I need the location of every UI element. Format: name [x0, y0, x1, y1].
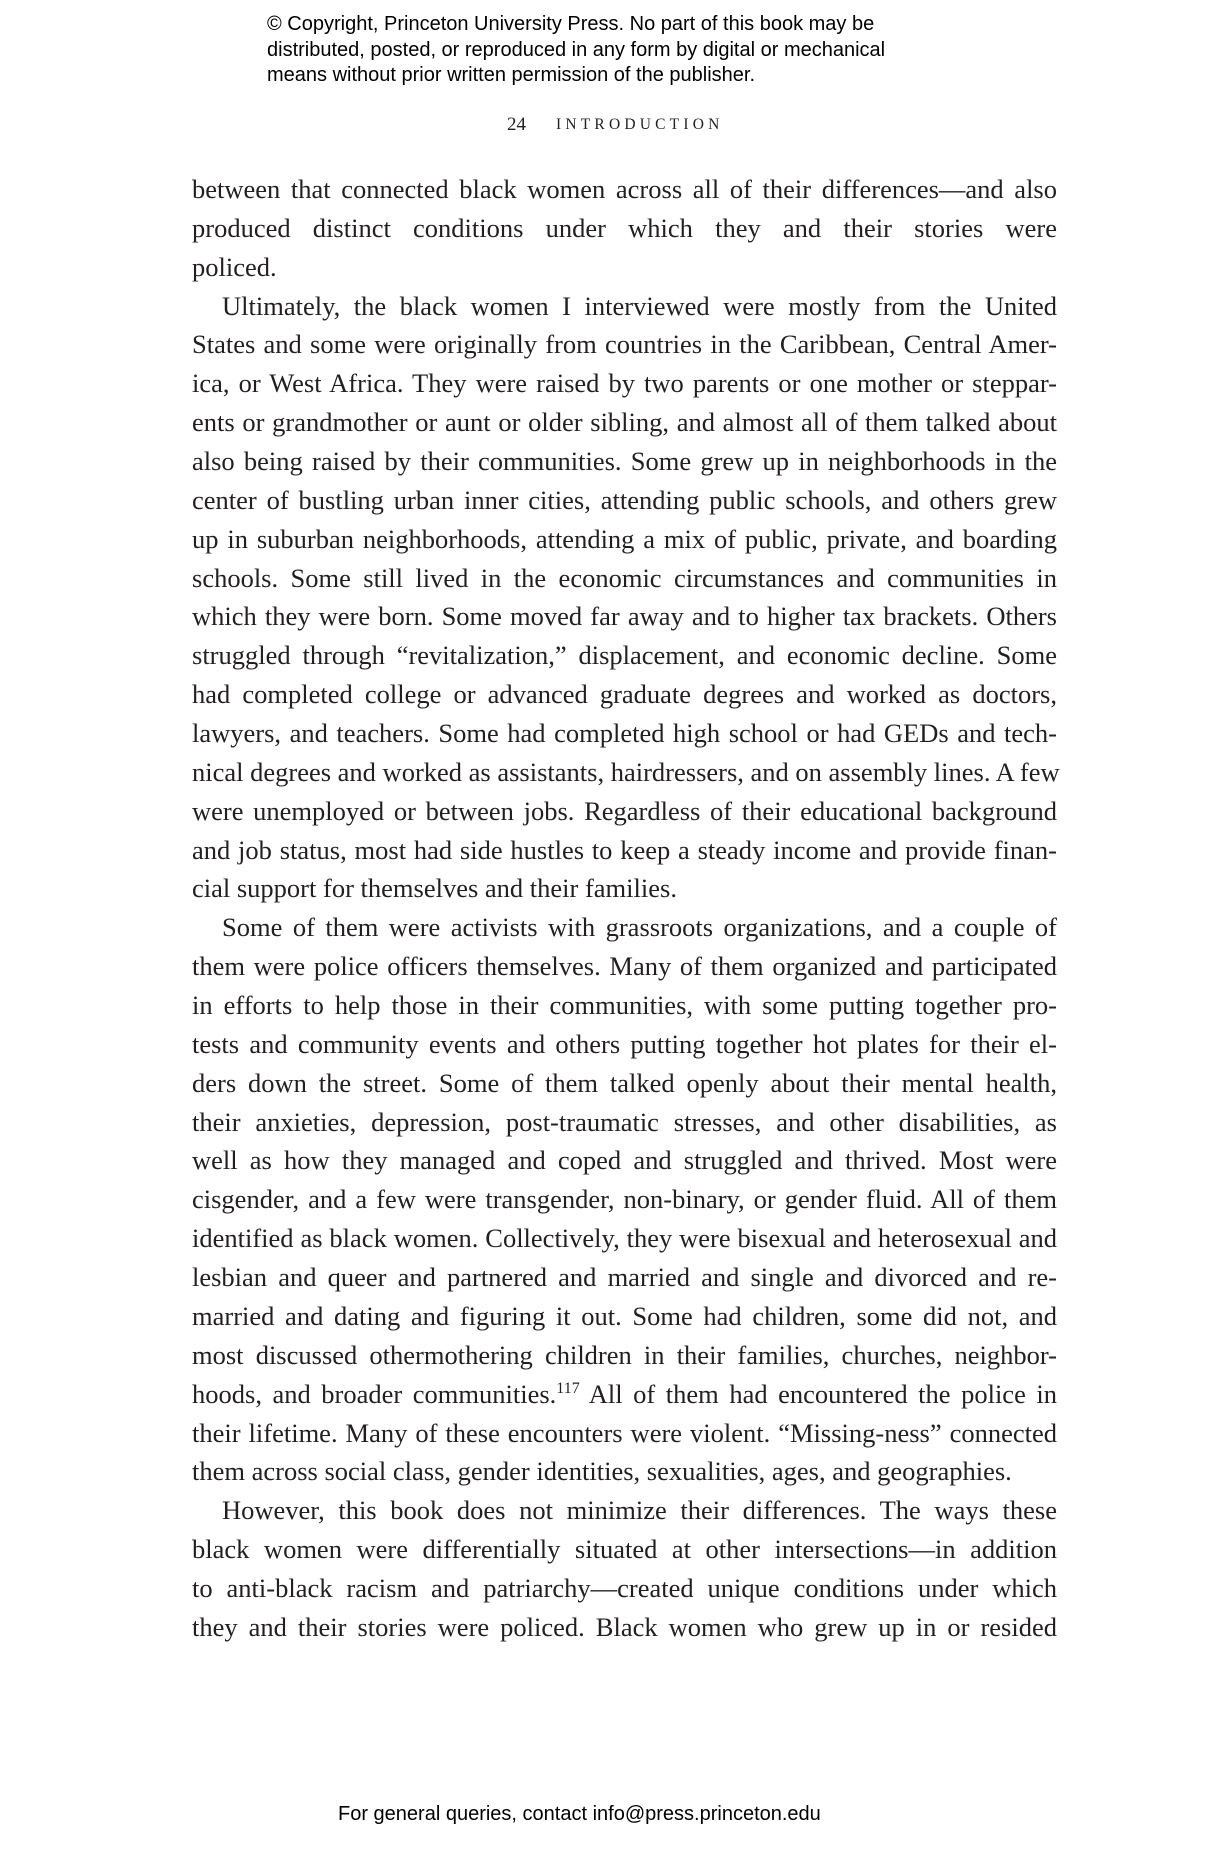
text-line: Some of them were activists with grassroots organizations, and a couple of	[222, 912, 1057, 943]
text-line: their lifetime. Many of these encounters were violent. “Missing-ness” connected	[192, 1417, 1057, 1448]
text-line: were unemployed or between jobs. Regardless of their educational background	[192, 795, 1057, 826]
text-line: in efforts to help those in their communities, with some putting together pro-	[192, 990, 1057, 1021]
text-line: black women were differentially situated at other intersections—in addition	[192, 1534, 1057, 1565]
text-line: which they were born. Some moved far away and to higher tax brackets. Others	[192, 601, 1057, 632]
text-line: Ultimately, the black women I interviewed were mostly from the United	[222, 290, 1057, 321]
text-line: lawyers, and teachers. Some had completed high school or had GEDs and tech-	[192, 718, 1057, 749]
text-line: to anti-black racism and patriarchy—created unique conditions under which	[192, 1572, 1057, 1603]
copyright-line: means without prior written permission of the publisher.	[267, 64, 756, 86]
text-line: identified as black women. Collectively, they were bisexual and heterosexual and	[192, 1223, 1057, 1254]
text-fragment: All of them had encountered the police in	[579, 1378, 1057, 1409]
text-line: their anxieties, depression, post-traumatic stresses, and other disabilities, as	[192, 1106, 1057, 1137]
paragraph	[192, 287, 1060, 909]
text-line: schools. Some still lived in the economic circumstances and communities in	[192, 562, 1057, 593]
text-line: However, this book does not minimize their differences. The ways these	[222, 1495, 1057, 1526]
text-line: cisgender, and a few were transgender, non-binary, or gender fluid. All of them	[192, 1184, 1057, 1215]
text-line: they and their stories were policed. Black women who grew up in or resided	[192, 1611, 1057, 1642]
footer-text: For general queries, contact info@press.princeton.edu	[338, 1803, 821, 1825]
text-line: up in suburban neighborhoods, attending a mix of public, private, and boarding	[192, 523, 1057, 554]
paragraph	[192, 1491, 1057, 1646]
text-line: well as how they managed and coped and struggled and thrived. Most were	[192, 1145, 1057, 1176]
body-text	[192, 170, 1060, 1647]
text-line: nical degrees and worked as assistants, hairdressers, and on assembly lines. A few	[192, 756, 1060, 787]
copyright-line: © Copyright, Princeton University Press. No part of this book may be	[267, 13, 875, 35]
text-line: struggled through “revitalization,” displacement, and economic decline. Some	[192, 640, 1057, 671]
copyright-notice	[267, 12, 967, 89]
text-line: married and dating and figuring it out. Some had children, some did not, and	[192, 1300, 1057, 1331]
text-line: policed.	[192, 251, 277, 282]
copyright-line: distributed, posted, or reproduced in any form by digital or mechanical	[267, 38, 886, 61]
text-line: center of bustling urban inner cities, attending public schools, and others grew	[192, 484, 1057, 515]
text-line: and job status, most had side hustles to keep a steady income and provide finan-	[192, 834, 1057, 865]
text-line: between that connected black women across all of their differences—and also	[192, 174, 1057, 204]
text-line-with-footnote	[192, 1375, 1057, 1414]
text-line: most discussed othermothering children in their families, churches, neighbor-	[192, 1339, 1057, 1370]
text-line: States and some were originally from countries in the Caribbean, Central Amer-	[192, 329, 1057, 360]
paragraph	[192, 170, 1057, 287]
text-line: produced distinct conditions under which they and their stories were	[192, 212, 1057, 243]
text-line: ders down the street. Some of them talked openly about their mental health,	[192, 1067, 1057, 1098]
page-number: 24	[507, 114, 526, 135]
section-title: INTRODUCTION	[556, 116, 724, 133]
text-line: also being raised by their communities. Some grew up in neighborhoods in the	[192, 446, 1057, 477]
footnote-reference[interactable]: 117	[556, 1379, 580, 1397]
paragraph	[192, 908, 1057, 1491]
text-fragment: hoods, and broader communities.	[192, 1378, 557, 1409]
text-line: lesbian and queer and partnered and married and single and divorced and re-	[192, 1262, 1057, 1293]
text-line: had completed college or advanced graduate degrees and worked as doctors,	[192, 679, 1057, 710]
text-line: them across social class, gender identities, sexualities, ages, and geographies.	[192, 1456, 1012, 1487]
text-line: ents or grandmother or aunt or older sibling, and almost all of them talked about	[192, 407, 1057, 438]
text-line: cial support for themselves and their families.	[192, 873, 677, 904]
text-line: ica, or West Africa. They were raised by two parents or one mother or steppar-	[192, 368, 1057, 399]
text-line: them were police officers themselves. Many of them organized and participated	[192, 951, 1057, 982]
text-line: tests and community events and others putting together hot plates for their el-	[192, 1028, 1057, 1059]
